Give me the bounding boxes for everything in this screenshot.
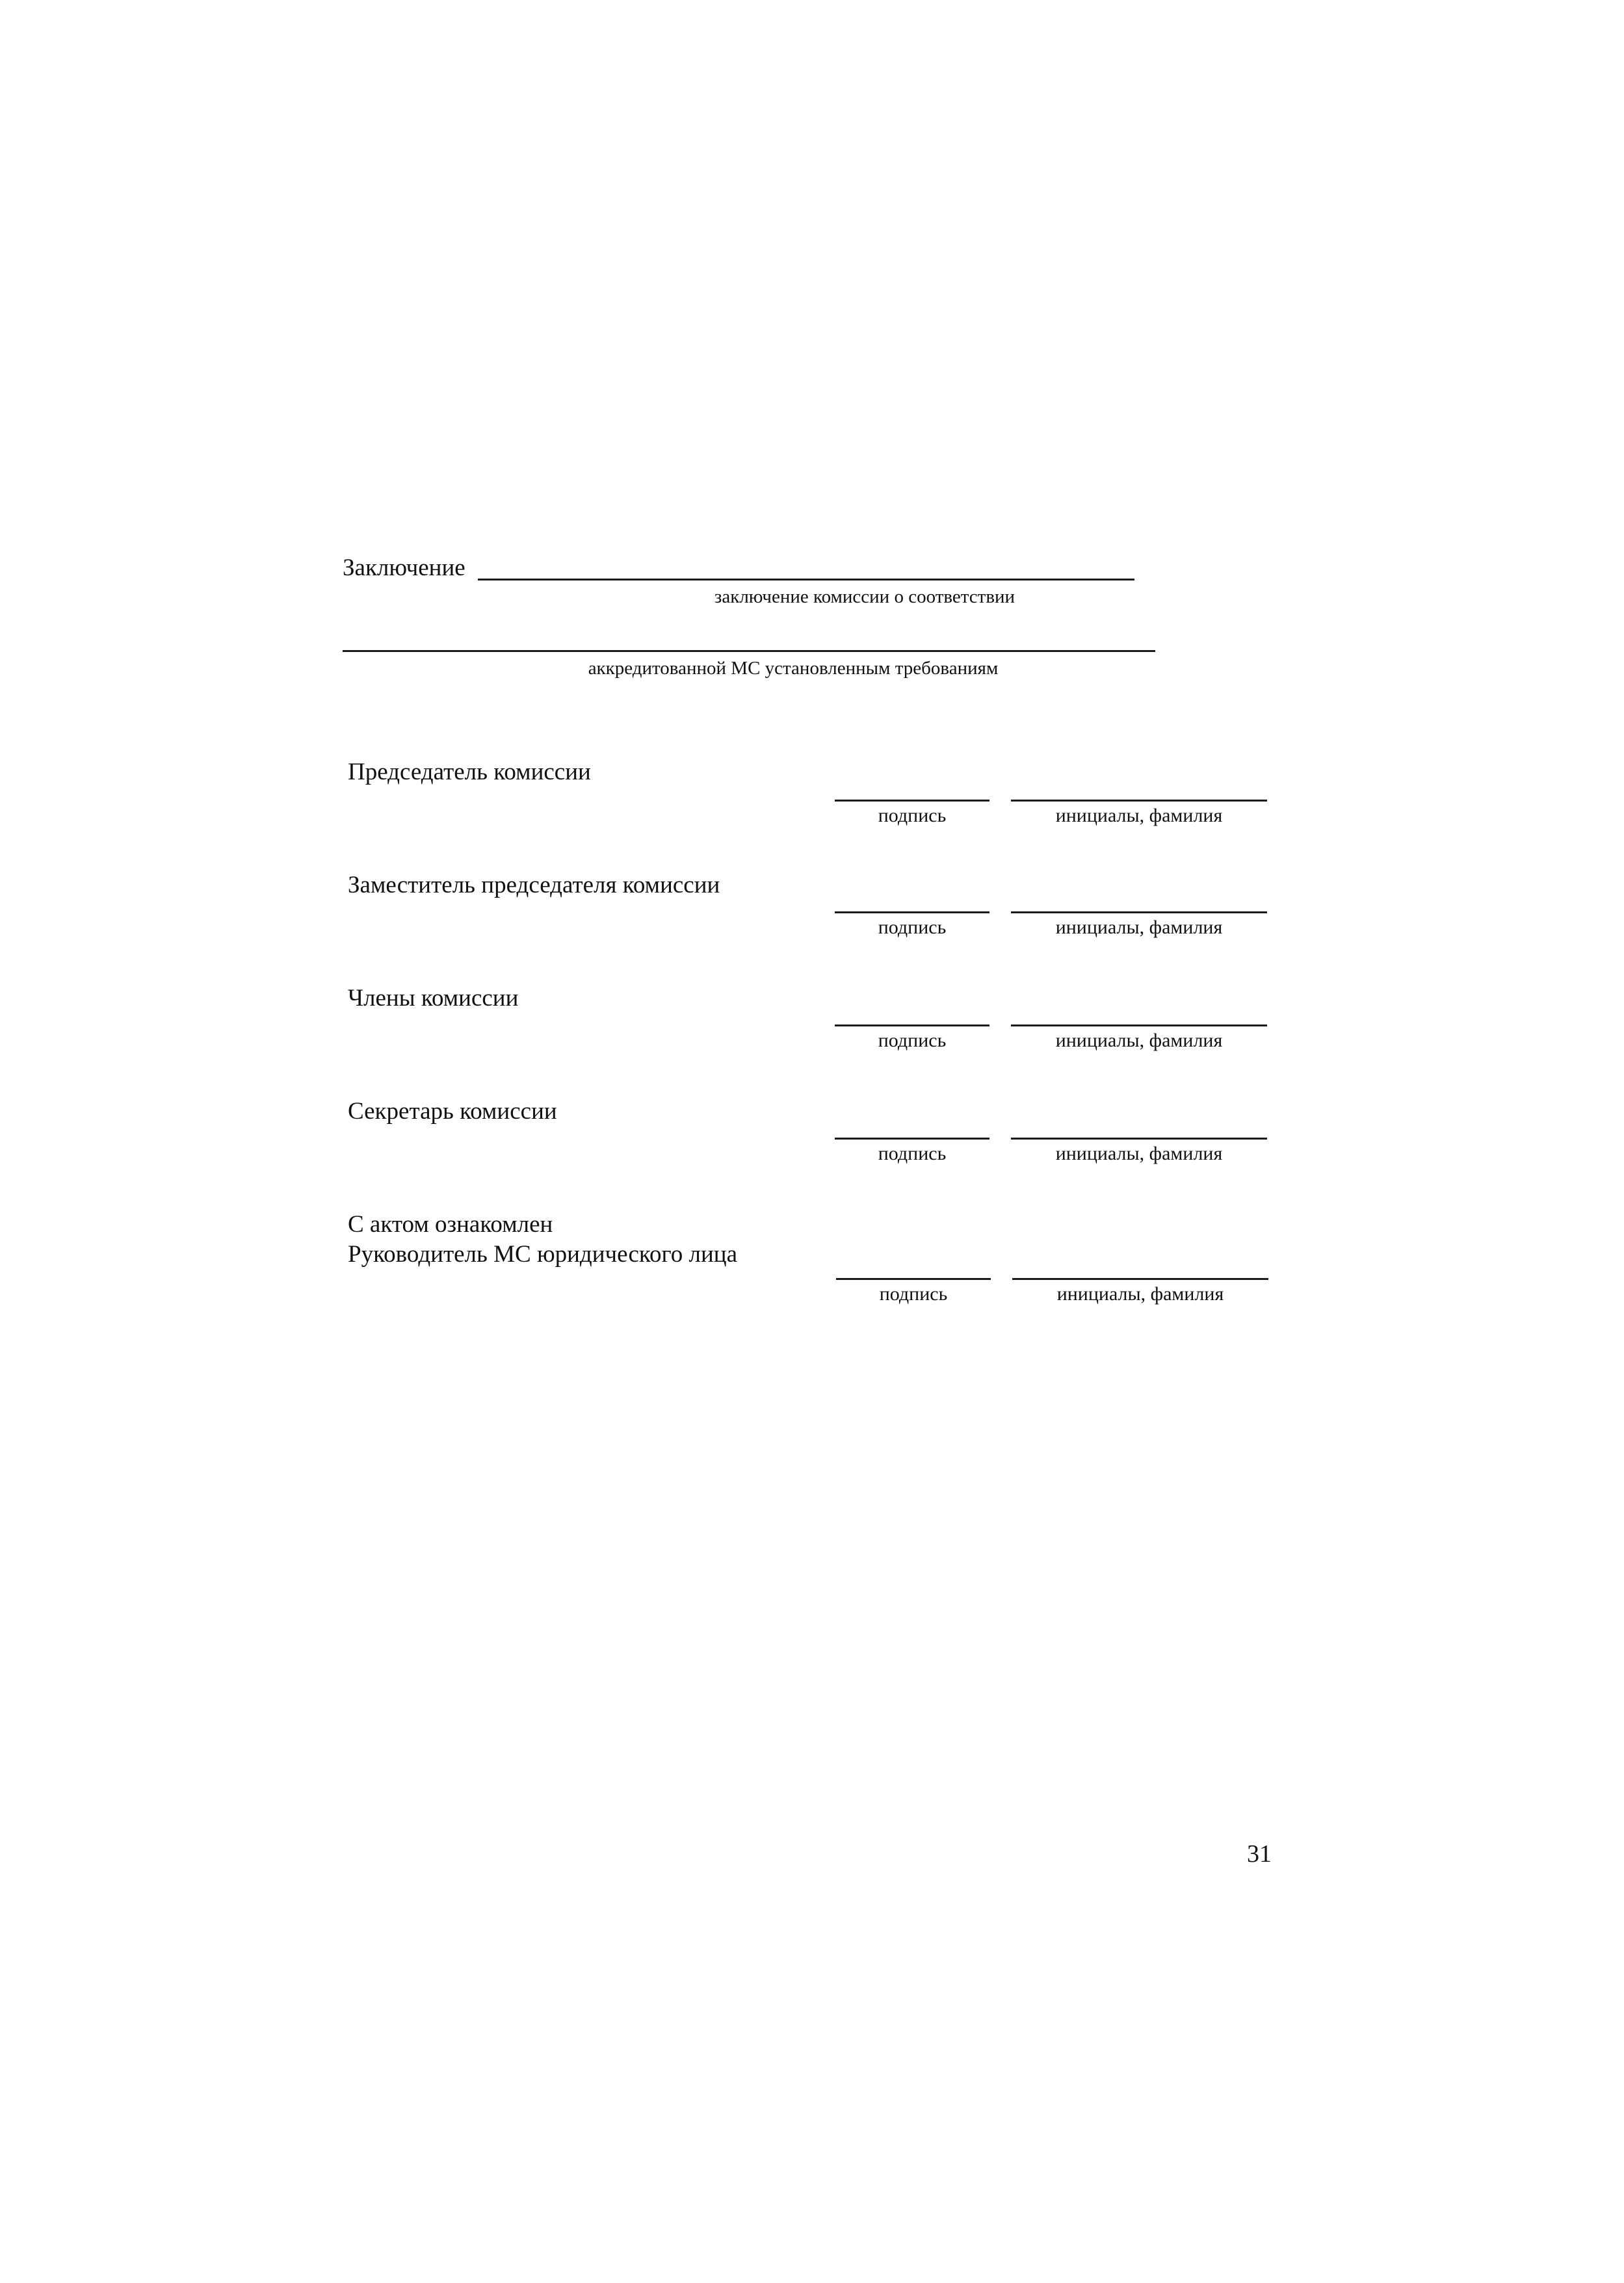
deputy-chairman-name-caption: инициалы, фамилия: [1055, 917, 1223, 938]
secretary-signature-caption: подпись: [878, 1143, 947, 1164]
head-of-ms-signature-line: [836, 1278, 991, 1280]
chairman-name-caption: инициалы, фамилия: [1055, 805, 1223, 826]
deputy-chairman-name-line: [1011, 911, 1267, 913]
deputy-chairman-signature-caption: подпись: [878, 917, 947, 938]
head-of-ms-label: Руководитель МС юридического лица: [348, 1241, 737, 1268]
conclusion-label: Заключение: [343, 554, 465, 581]
chairman-signature-caption: подпись: [878, 805, 947, 826]
conclusion-line-1: [478, 579, 1134, 581]
secretary-name-caption: инициалы, фамилия: [1055, 1143, 1223, 1164]
secretary-label: Секретарь комиссии: [348, 1098, 557, 1125]
deputy-chairman-signature-line: [835, 911, 989, 913]
head-of-ms-signature-caption: подпись: [879, 1283, 948, 1305]
members-label: Члены комиссии: [348, 985, 519, 1011]
secretary-signature-line: [835, 1138, 989, 1140]
conclusion-line-2: [343, 650, 1155, 652]
conclusion-caption-2: аккредитованной МС установленным требованиям: [588, 658, 999, 679]
page-number: 31: [1247, 1840, 1272, 1868]
head-of-ms-name-caption: инициалы, фамилия: [1056, 1283, 1224, 1305]
members-name-line: [1011, 1024, 1267, 1026]
deputy-chairman-label: Заместитель председателя комиссии: [348, 872, 720, 898]
chairman-name-line: [1011, 800, 1267, 802]
members-name-caption: инициалы, фамилия: [1055, 1030, 1223, 1051]
head-of-ms-name-line: [1012, 1278, 1268, 1280]
acknowledgement-label: С актом ознакомлен: [348, 1211, 553, 1238]
members-signature-caption: подпись: [878, 1030, 947, 1051]
members-signature-line: [835, 1024, 989, 1026]
conclusion-caption-1: заключение комиссии о соответствии: [714, 586, 1015, 607]
chairman-signature-line: [835, 800, 989, 802]
chairman-label: Председатель комиссии: [348, 759, 591, 785]
secretary-name-line: [1011, 1138, 1267, 1140]
